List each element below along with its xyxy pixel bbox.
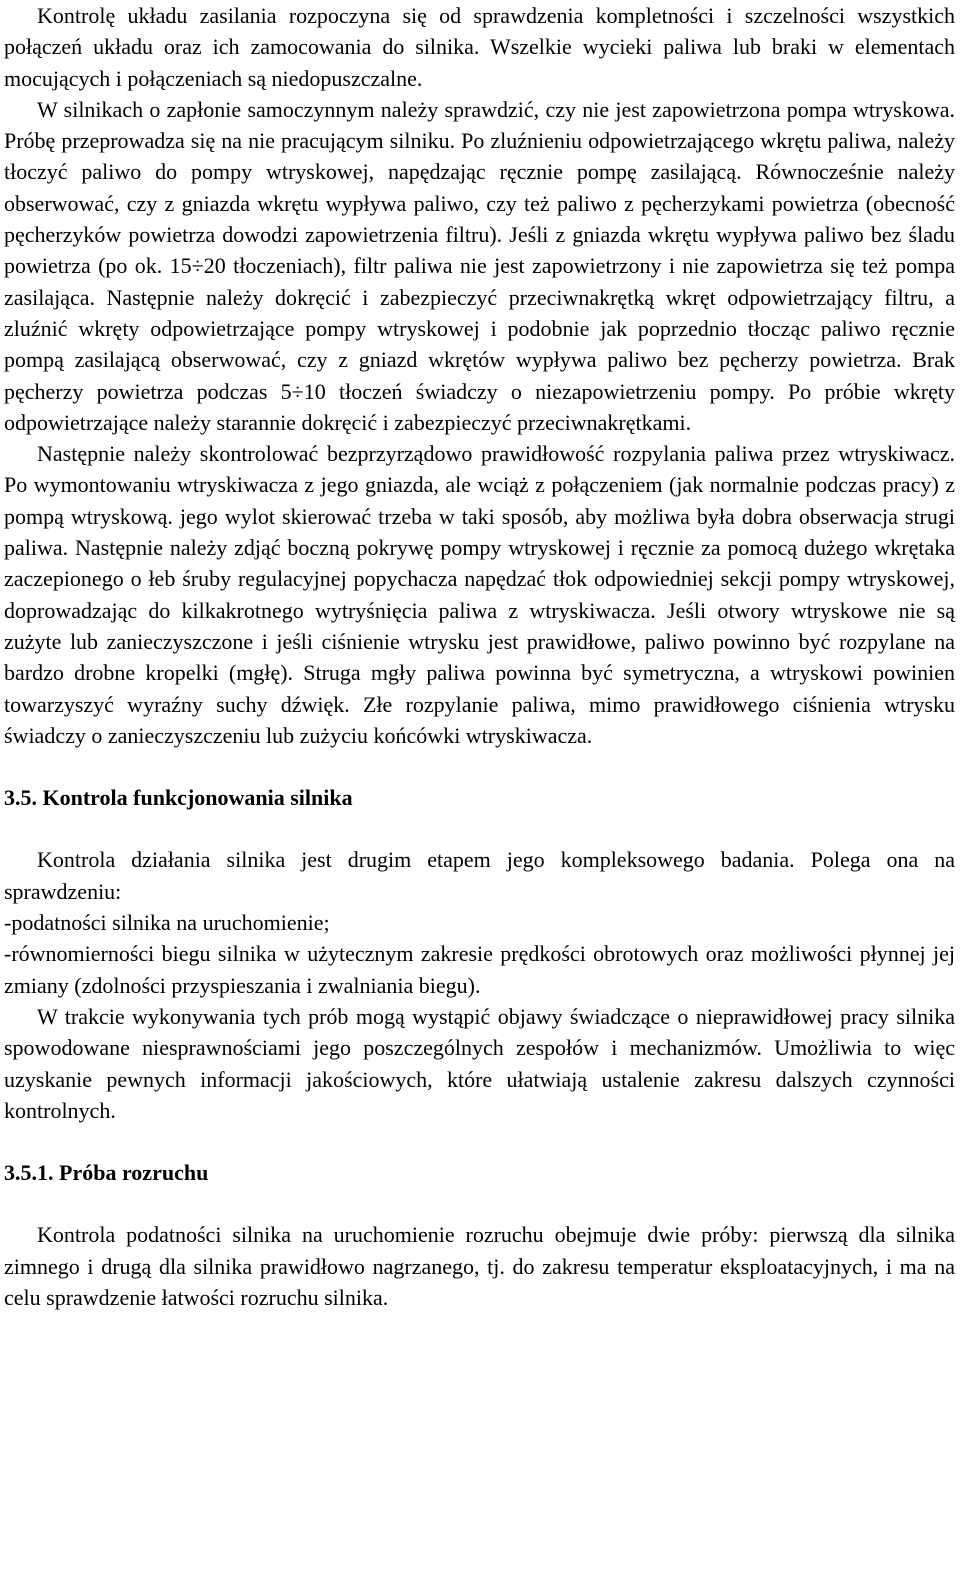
paragraph-injector-atomization: Następnie należy skontrolować bezprzyrządowo prawidłowość rozpylania paliwa przez wtryskiwacz. Po wymontowaniu wtryskiwacza z jego gniazda, ale wciąż z połączeniem (jak normalnie podczas pracy) z pompą wtryskową. jego wylot skierować trzeba w taki sposób, aby możliwa była dobra obserwacja strugi paliwa. Następnie należy zdjąć boczną pokrywę pompy wtryskowej i ręcznie za pomocą dużego wkrętaka zaczepionego o łeb śruby regulacyjnej popychacza napędzać tłok odpowiedniej sekcji pompy wtryskowej, doprowadzając do kilkakrotnego wytryśnięcia paliwa z wtryskiwacza. Jeśli otwory wtryskowe nie są zużyte lub zanieczyszczone i jeśli ciśnienie wtrysku jest prawidłowe, paliwo powinno być rozpylane na bardzo drobne kropelki (mgłę). Struga mgły paliwa powinna być symetryczna, a wtryskowi powinien towarzyszyć wyraźny suchy dźwięk. Złe rozpylanie paliwa, mimo prawidłowego ciśnienia wtrysku świadczy o zanieczyszczeniu lub zużyciu końcówki wtryskiwacza.	[4, 441, 955, 748]
spacer	[4, 1188, 955, 1219]
list-item-running-smoothness: -równomierności biegu silnika w użytecznym zakresie prędkości obrotowych oraz możliwości płynnej jej zmiany (zdolności przyspieszania i zwalniania biegu).	[4, 941, 955, 998]
section-heading-3-5-1: 3.5.1. Próba rozruchu	[4, 1160, 209, 1186]
paragraph-engine-function-intro: Kontrola działania silnika jest drugim etapem jego kompleksowego badania. Polega ona na sprawdzeniu:	[4, 847, 955, 904]
spacer	[4, 813, 955, 844]
paragraph-injection-pump-bleeding: W silnikach o zapłonie samoczynnym należy sprawdzić, czy nie jest zapowietrzona pompa wtryskowa. Próbę przeprowadza się na nie pracującym silniku. Po zluźnieniu odpowietrzającego wkrętu paliwa, należy tłoczyć paliwo do pompy wtryskowej, napędzając ręcznie pompę zasilającą. Równocześnie należy obserwować, czy z gniazda wkrętu wypływa paliwo, czy też paliwo z pęcherzykami powietrza (obecność pęcherzyków powietrza dowodzi zapowietrzenia filtru). Jeśli z gniazda wkrętu wypływa paliwo bez śladu powietrza (po ok. 15÷20 tłoczeniach), filtr paliwa nie jest zapowietrzony i nie zapowietrza się też pompa zasilająca. Następnie należy dokręcić i zabezpieczyć przeciwnakrętką wkręt odpowietrzający filtru, a zluźnić wkręty odpowietrzające pompy wtryskowej i podobnie jak poprzednio tłocząc paliwo ręcznie pompą zasilającą obserwować, czy z gniazd wkrętów wypływa paliwo bez pęcherzy powietrza. Brak pęcherzy powietrza podczas 5÷10 tłoczeń świadczy o niezapowietrzeniu pompy. Po próbie wkręty odpowietrzające należy starannie dokręcić i zabezpieczyć przeciwnakrętkami.	[4, 96, 955, 435]
paragraph-symptoms: W trakcie wykonywania tych prób mogą wystąpić objawy świadczące o nieprawidłowej pracy silnika spowodowane niesprawnościami jego poszczególnych zespołów i mechanizmów. Umożliwia to więc uzyskanie pewnych informacji jakościowych, które ułatwiają ustalenie zakresu dalszych czynności kontrolnych.	[4, 1003, 955, 1123]
document-page	[4, 0, 955, 1313]
spacer	[4, 751, 955, 782]
section-heading-3-5: 3.5. Kontrola funkcjonowania silnika	[4, 785, 353, 811]
spacer	[4, 1126, 955, 1157]
paragraph-start-test: Kontrola podatności silnika na uruchomienie rozruchu obejmuje dwie próby: pierwszą dla silnika zimnego i drugą dla silnika prawidłowo nagrzanego, tj. do zakresu temperatur eksploatacyjnych, i ma na celu sprawdzenie łatwości rozruchu silnika.	[4, 1222, 955, 1310]
paragraph-fuel-system-check: Kontrolę układu zasilania rozpoczyna się od sprawdzenia kompletności i szczelności wszystkich połączeń układu oraz ich zamocowania do silnika. Wszelkie wycieki paliwa lub braki w elementach mocujących i połączeniach są niedopuszczalne.	[4, 3, 955, 91]
list-item-startability: -podatności silnika na uruchomienie;	[4, 910, 330, 936]
